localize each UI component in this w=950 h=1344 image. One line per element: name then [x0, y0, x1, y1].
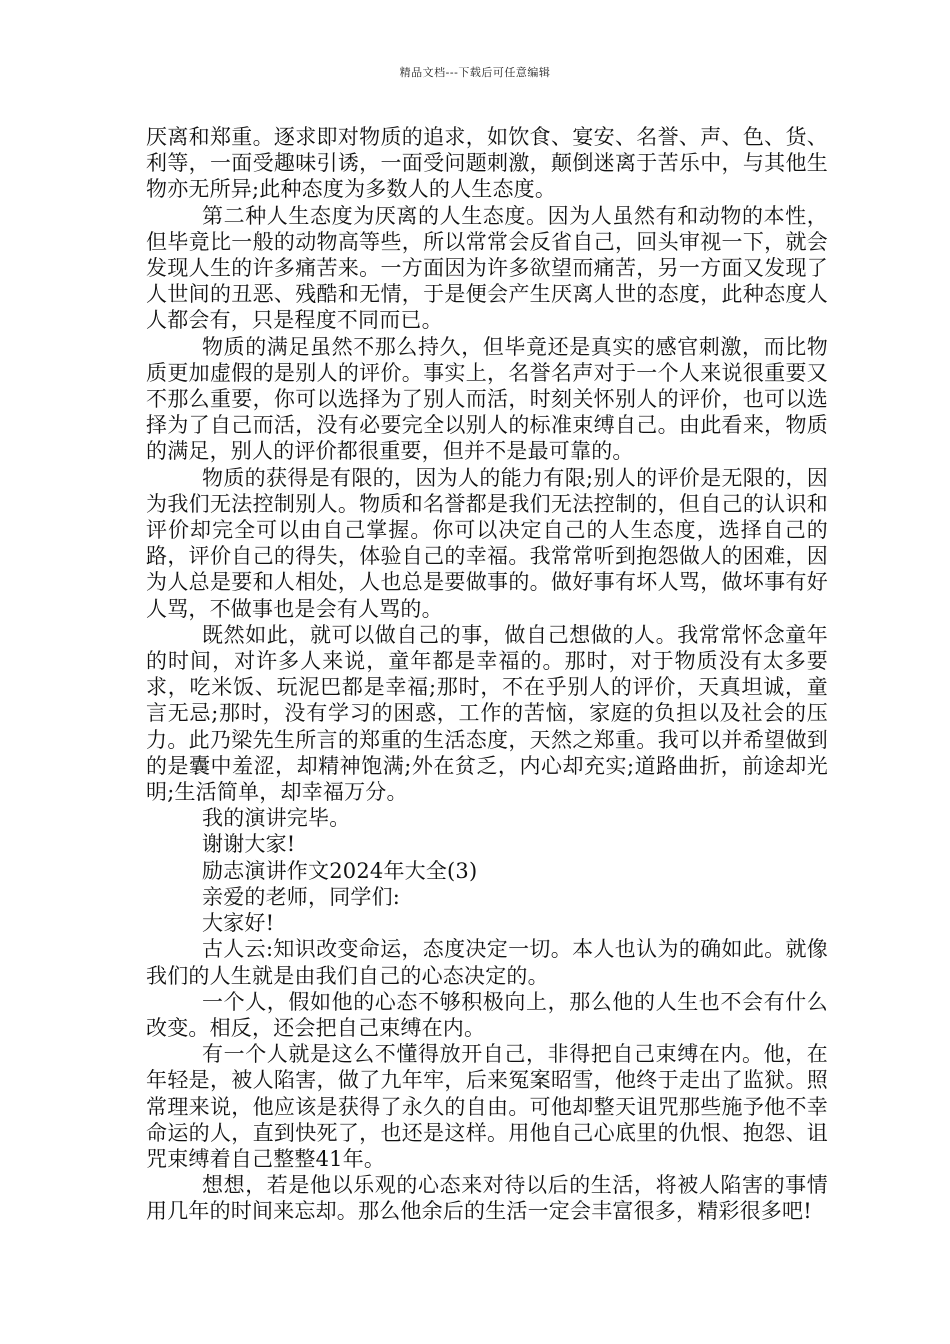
paragraph-9: 想想，若是他以乐观的心态来对待以后的生活，将被人陷害的事情用几年的时间来忘却。那么他余后的生活一定会丰富很多，精彩很多吧!	[146, 1173, 828, 1224]
section-title: 励志演讲作文2024年大全(3)	[202, 858, 478, 883]
paragraph-8: 有一个人就是这么不懂得放开自己，非得把自己束缚在内。他，在年轻是，被人陷害，做了九年牢，后来冤案昭雪，他终于走出了监狱。照常理来说，他应该是获得了永久的自由。可他却整天诅咒那些施予他不幸命运的人，直到快死了，也还是这样。用他自己心底里的仇恨、抱怨、诅咒束缚着自己整整41年。	[146, 1042, 828, 1171]
paragraph-1: 厌离和郑重。逐求即对物质的追求，如饮食、宴安、名誉、声、色、货、利等，一面受趣味引诱，一面受问题刺激，颠倒迷离于苦乐中，与其他生物亦无所异;此种态度为多数人的人生态度。	[146, 125, 828, 202]
document-body	[146, 124, 828, 1225]
paragraph-6: 古人云:知识改变命运，态度决定一切。本人也认为的确如此。就像我们的人生就是由我们自己的心态决定的。	[146, 937, 828, 988]
paragraph-4: 物质的获得是有限的，因为人的能力有限;别人的评价是无限的，因为我们无法控制别人。物质和名誉都是我们无法控制的，但自己的认识和评价却完全可以由自己掌握。你可以决定自己的人生态度，选择自己的路，评价自己的得失，体验自己的幸福。我常常听到抱怨做人的困难，因为人总是要和人相处，人也总是要做事的。做好事有坏人骂，做坏事有好人骂，不做事也是会有人骂的。	[146, 465, 828, 621]
thanks-line: 谢谢大家!	[202, 832, 296, 857]
page-header: 精品文档---下载后可任意编辑	[399, 66, 551, 79]
paragraph-2: 第二种人生态度为厌离的人生态度。因为人虽然有和动物的本性，但毕竟比一般的动物高等些，所以常常会反省自己，回头审视一下，就会发现人生的许多痛苦来。一方面因为许多欲望而痛苦，另一方面又发现了人世间的丑恶、残酷和无情，于是便会产生厌离人世的态度，此种态度人人都会有，只是程度不同而已。	[146, 203, 828, 333]
speech-closing: 我的演讲完毕。	[202, 806, 351, 831]
paragraph-5: 既然如此，就可以做自己的事，做自己想做的人。我常常怀念童年的时间，对许多人来说，童年都是幸福的。那时，对于物质没有太多要求，吃米饭、玩泥巴都是幸福;那时，不在乎别人的评价，天真坦诚，童言无忌;那时，没有学习的困惑，工作的苦恼，家庭的负担以及社会的压力。此乃梁先生所言的郑重的生活态度，天然之郑重。我可以并希望做到的是囊中羞涩，却精神饱满;外在贫乏，内心却充实;道路曲折，前途却光明;生活简单，却幸福万分。	[146, 622, 828, 805]
greeting: 大家好!	[202, 911, 275, 936]
paragraph-7: 一个人，假如他的心态不够积极向上，那么他的人生也不会有什么改变。相反，还会把自己束缚在内。	[146, 989, 828, 1040]
salutation: 亲爱的老师，同学们:	[202, 884, 401, 909]
paragraph-3: 物质的满足虽然不那么持久，但毕竟还是真实的感官刺激，而比物质更加虚假的是别人的评价。事实上，名誉名声对于一个人来说很重要又不那么重要，你可以选择为了别人而活，时刻关怀别人的评价，也可以选择为了自己而活，没有必要完全以别人的标准束缚自己。由此看来，物质的满足，别人的评价都很重要，但并不是最可靠的。	[146, 334, 828, 464]
